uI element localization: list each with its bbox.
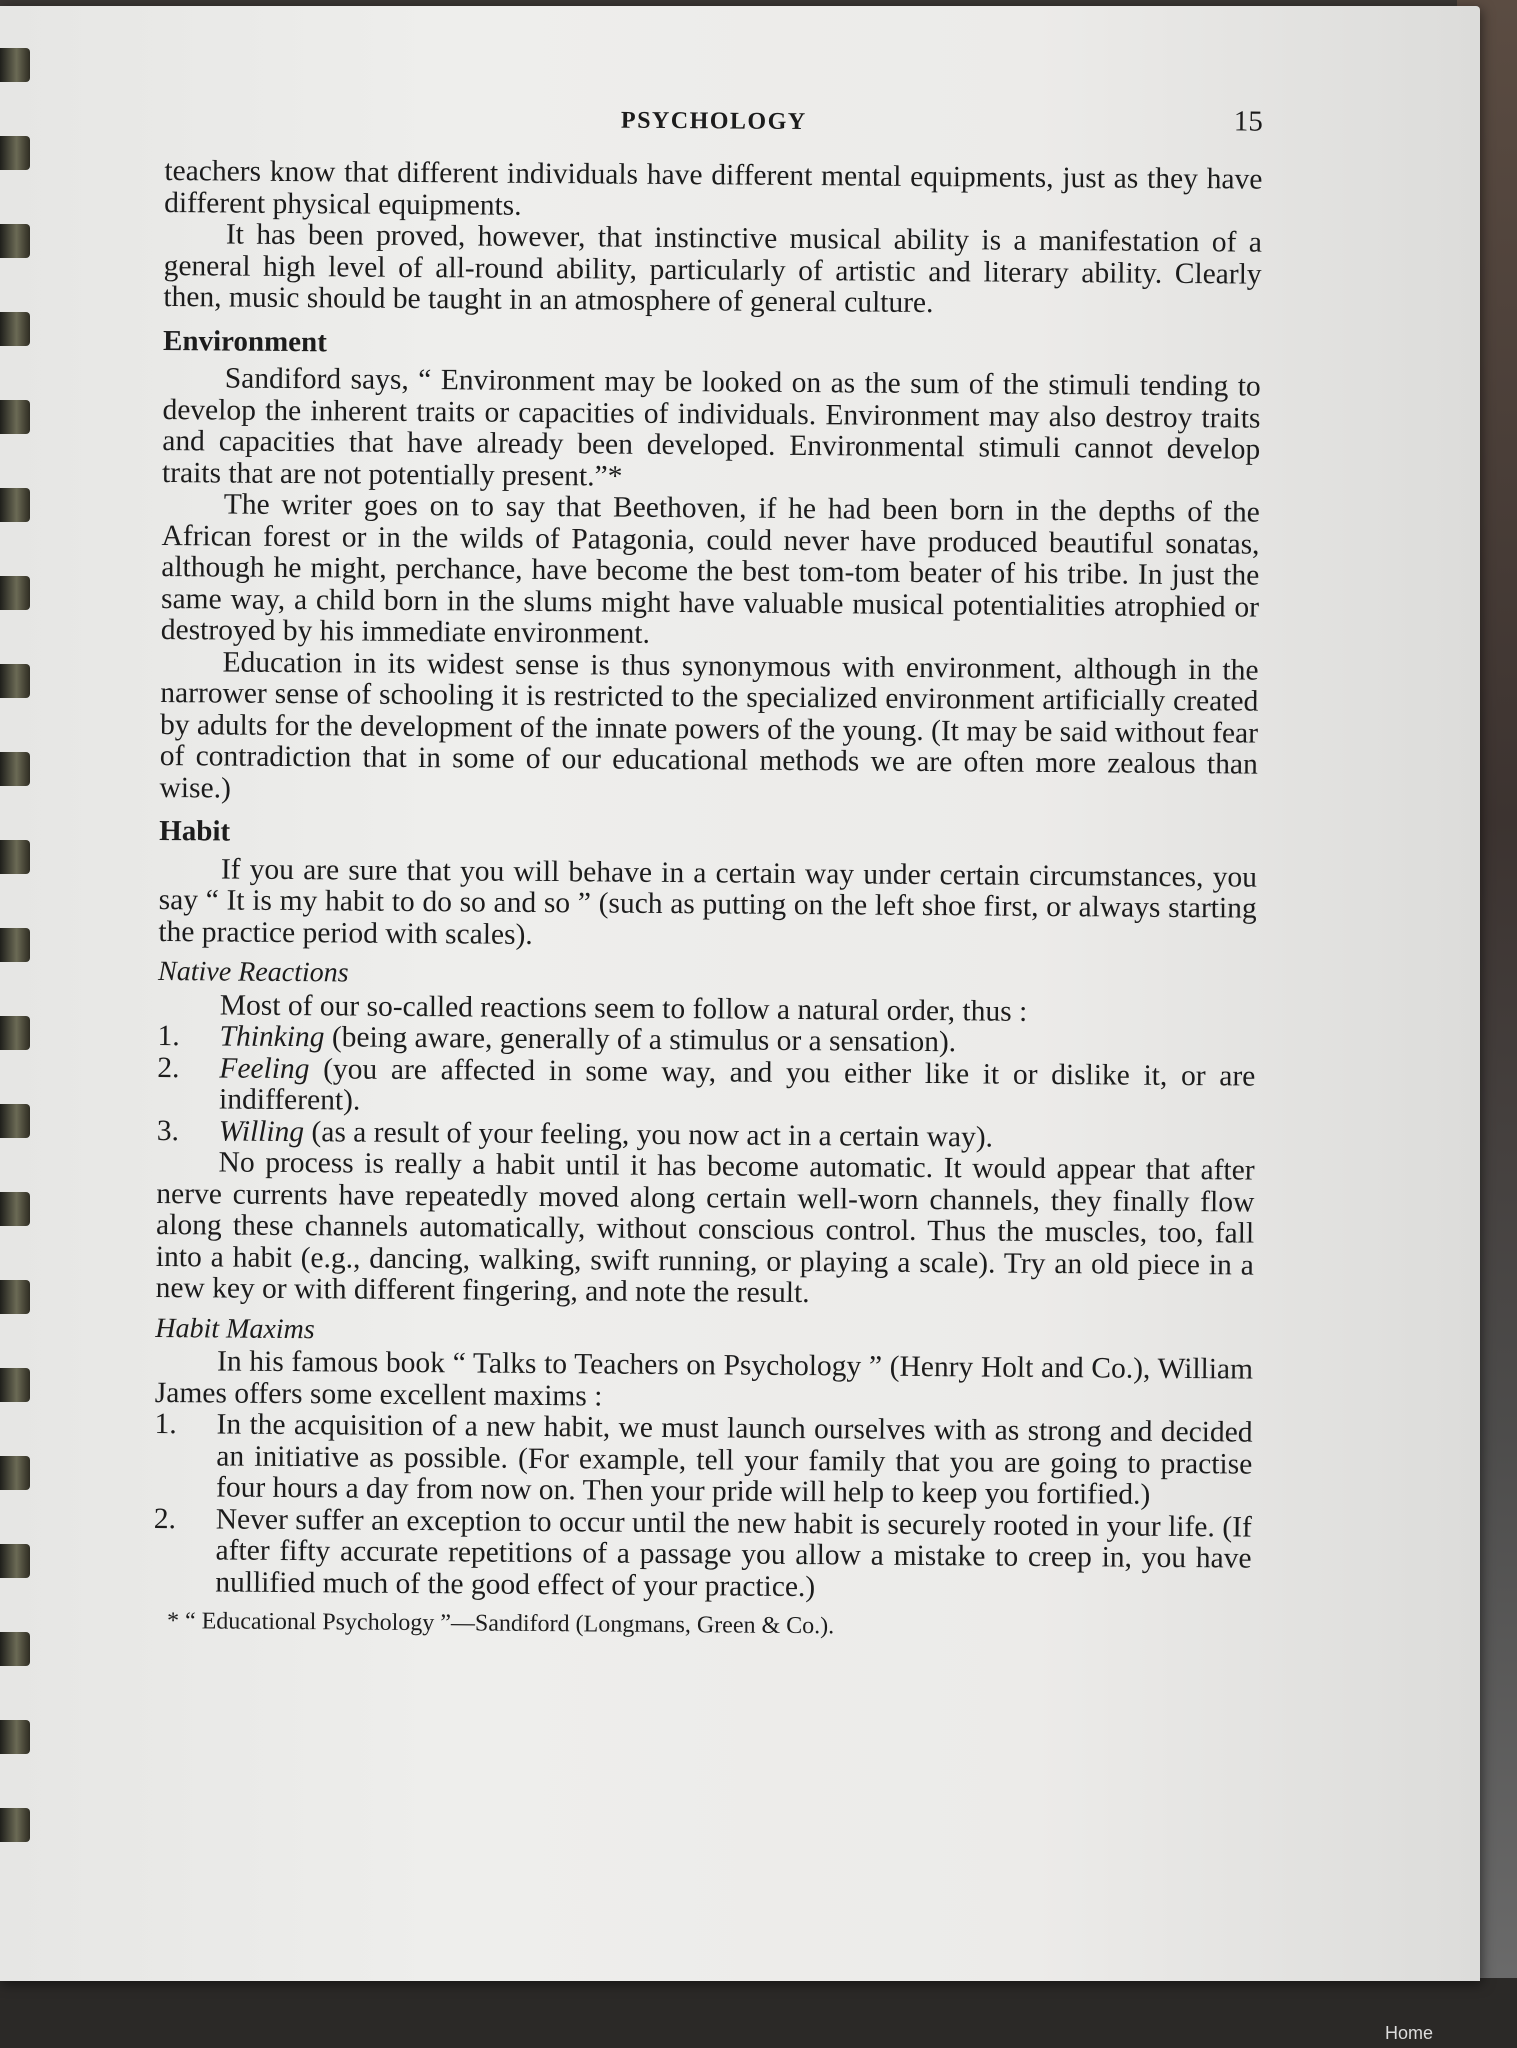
paragraph: It has been proved, however, that instinctive musical ability is a manifestation of a general high level of all-round ability, particularly of artistic and literary ability. Clearly then, music should be taught in an atmosphere of general culture.	[163, 218, 1263, 320]
keyboard-key-label: Home	[1384, 2023, 1433, 2043]
list-item-text: Never suffer an exception to occur until the new habit is securely rooted in your life. (If after fifty accurate repetitions of a passage you allow a mistake to creep in, you have nullified much of the good effect of your practice.)	[215, 1502, 1252, 1603]
list-item-lead: Willing	[218, 1114, 305, 1148]
paragraph: teachers know that different individuals have different mental equipments, just as they have different physical equipments.	[164, 154, 1263, 222]
list-number: 1.	[154, 1407, 177, 1441]
binding-ring	[0, 48, 30, 82]
binding-ring	[0, 928, 30, 962]
running-head-title: PSYCHOLOGY	[620, 107, 807, 136]
section-heading-environment: Environment	[162, 324, 328, 358]
list-item-lead: Thinking	[219, 1020, 325, 1054]
section-heading-habit: Habit	[159, 814, 231, 848]
paragraph: If you are sure that you will behave in a certain way under certain circumstances, you say “ It is my habit to do so and so ” (such as putting on the left shoe first, or always starting the practice period with scales).	[158, 852, 1258, 951]
list-item	[157, 1052, 1255, 1124]
list-number: 1.	[157, 1019, 180, 1053]
list-item	[154, 1409, 1253, 1512]
paragraph: No process is really a habit until it has become automatic. It would appear that after nerve currents have repeatedly moved along certain well-worn channels, they finally flow along these channels automatically, without conscious control. Thus the muscles, too, fall into a habit (e.g., dancing, walking, swift running, or playing a scale). Try an old piece in a new key or with different fingering, and note the result.	[155, 1146, 1255, 1310]
list-item	[153, 1503, 1252, 1606]
page-number: 15	[1233, 105, 1263, 138]
paragraph: Education in its widest sense is thus synonymous with environment, although in the narrower sense of schooling it is restricted to the specialized environment artificially created by adults for the development of the innate powers of the young. (It may be said without fear of contradiction that in some of our educational methods we are often more zealous than wise.)	[159, 645, 1259, 805]
binding-ring	[0, 488, 30, 522]
running-head	[165, 96, 1263, 155]
list-item-lead: Feeling	[219, 1051, 310, 1085]
binding-ring	[0, 400, 30, 434]
list-item-text: (being aware, generally of a stimulus or a sensation).	[324, 1021, 957, 1059]
list-number: 2.	[153, 1502, 177, 1535]
list-item-text: In the acquisition of a new habit, we must launch ourselves with as strong and decided an initiative as possible. (For example, tell your family that you are going to practise four hours a day from now on. Then your pride will help to keep you fortified.)	[215, 1408, 1253, 1511]
binding-ring	[0, 1808, 30, 1842]
binding-ring	[0, 1192, 30, 1226]
footnote: * “ Educational Psychology ”—Sandiford (Longmans, Green & Co.).	[166, 1608, 835, 1640]
list-number: 3.	[156, 1114, 180, 1147]
binding-ring	[0, 312, 30, 346]
paragraph: The writer goes on to say that Beethoven, if he had been born in the depths of the African forest or in the wilds of Patagonia, could never have produced beautiful sonatas, although he might, perchance, have become the best tom-tom beater of his tribe. In just the same way, a child born in the slums might have valuable musical potentialities atrophied or destroyed by his immediate environment.	[160, 488, 1260, 650]
binding-ring	[0, 1544, 30, 1578]
binding-ring	[0, 752, 30, 786]
binding-ring	[0, 664, 30, 698]
binding-ring	[0, 1368, 30, 1402]
binding-ring	[0, 224, 30, 258]
subheading-habit-maxims: Habit Maxims	[155, 1312, 315, 1345]
binding-ring	[0, 1720, 30, 1754]
binding-ring	[0, 1280, 30, 1314]
paragraph: In his famous book “ Talks to Teachers on Psychology ” (Henry Holt and Co.), William James offers some excellent maxims :	[154, 1345, 1254, 1412]
binding-ring	[0, 1632, 30, 1666]
subheading-native-reactions: Native Reactions	[158, 955, 349, 989]
binding-ring	[0, 576, 30, 610]
paragraph: Sandiford says, “ Environment may be looked on as the sum of the stimuli tending to develop the inherent traits or capacities of individuals. Environment may also destroy traits and capacities that have already been developed. Environmental stimuli cannot develop traits that are not potentially present.”*	[161, 362, 1261, 493]
list-item-text: (as a result of your feeling, you now act in a certain way).	[303, 1115, 994, 1154]
binding-ring	[0, 1016, 30, 1050]
page-text	[153, 96, 1263, 1646]
list-item-text: (you are affected in some way, and you either like it or dislike it, or are indifferent).	[218, 1052, 1256, 1117]
desk-background-bottom	[0, 1978, 1517, 2048]
binding-ring	[0, 1104, 30, 1138]
paragraph: Most of our so-called reactions seem to follow a natural order, thus :	[219, 988, 1028, 1028]
list-number: 2.	[157, 1051, 180, 1084]
binding-ring	[0, 840, 30, 874]
binding-ring	[0, 1456, 30, 1490]
binding-ring	[0, 136, 30, 170]
